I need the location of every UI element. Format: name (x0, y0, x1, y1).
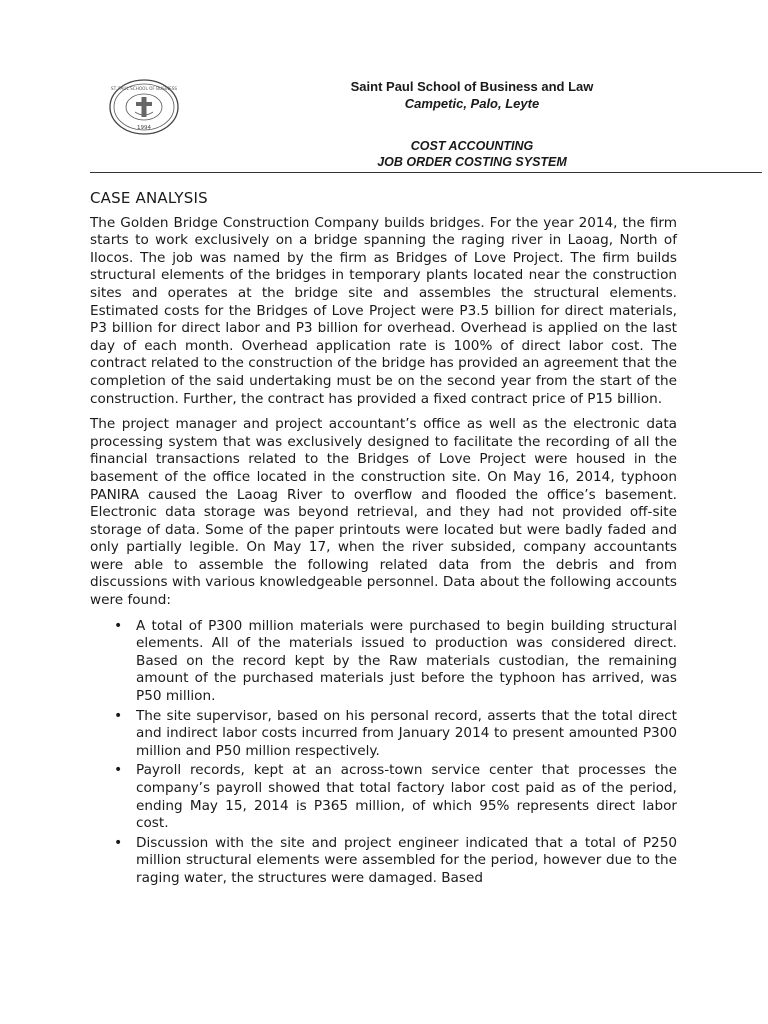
list-item: • Payroll records, kept at an across-town service center that processes the company’s payroll showed that total factory labor cost paid as of the period, ending May 15, 2014 is P365 million, of which 95% represents direct labor cost. (136, 762, 677, 832)
case-paragraph-2: The project manager and project accountant’s office as well as the electronic data processing system that was exclusively designed to facilitate the recording of all the financial transactions related to the Bridges of Love Project were housed in the basement of the office located in the construction site. On May 16, 2014, typhoon PANIRA caused the Laoag River to overflow and flooded the office’s basement. Electronic data storage was beyond retrieval, and they had not provided off-site storage of data. Some of the paper printouts were located but were badly faded and only partially legible. On May 17, when the river subsided, company accountants were able to assemble the following related data from the debris and from discussions with various knowledgeable personnel. Data about the following accounts were found: (90, 416, 677, 609)
list-item: • A total of P300 million materials were purchased to begin building structural elements. All of the materials issued to production was considered direct. Based on the record kept by the Raw materials custodian, the remaining amount of the purchased materials just before the typhoon has arrived, was P50 million. (136, 618, 677, 706)
course-title: COST ACCOUNTING (410, 139, 534, 153)
case-paragraph-1: The Golden Bridge Construction Company builds bridges. For the year 2014, the firm starts to work exclusively on a bridge spanning the raging river in Laoag, North of Ilocos. The job was named by the firm as Bridges of Love Project. The firm builds structural elements of the bridges in temporary plants located near the construction sites and operates at the bridge site and assembles the structural elements. Estimated costs for the Bridges of Love Project were P3.5 billion for direct materials, P3 billion for direct labor and P3 billion for overhead. Overhead is applied on the last day of each month. Overhead application rate is 100% of direct labor cost. The contract related to the construction of the bridge has provided an agreement that the completion of the said undertaking must be on the second year from the start of the construction. Further, the contract has provided a fixed contract price of P15 billion. (90, 214, 677, 407)
campus-location: Campetic, Palo, Leyte (404, 96, 540, 111)
seal-text: ST. PAUL SCHOOL OF BUSINESS (110, 86, 178, 91)
case-heading: CASE ANALYSIS (90, 189, 208, 207)
header-divider (90, 172, 762, 173)
facts-list (90, 618, 677, 888)
topic-title: JOB ORDER COSTING SYSTEM (377, 155, 567, 169)
seal-year: 1994 (137, 125, 151, 131)
document-header (0, 0, 768, 175)
school-name: Saint Paul School of Business and Law (350, 79, 594, 94)
school-seal-icon (108, 78, 180, 136)
list-item: • Discussion with the site and project engineer indicated that a total of P250 million structural elements were assembled for the period, however due to the raging water, the structures were damaged. Based (136, 835, 677, 888)
case-content (90, 190, 677, 890)
list-item: • The site supervisor, based on his personal record, asserts that the total direct and indirect labor costs incurred from January 2014 to present amounted P300 million and P50 million respectively. (136, 708, 677, 761)
